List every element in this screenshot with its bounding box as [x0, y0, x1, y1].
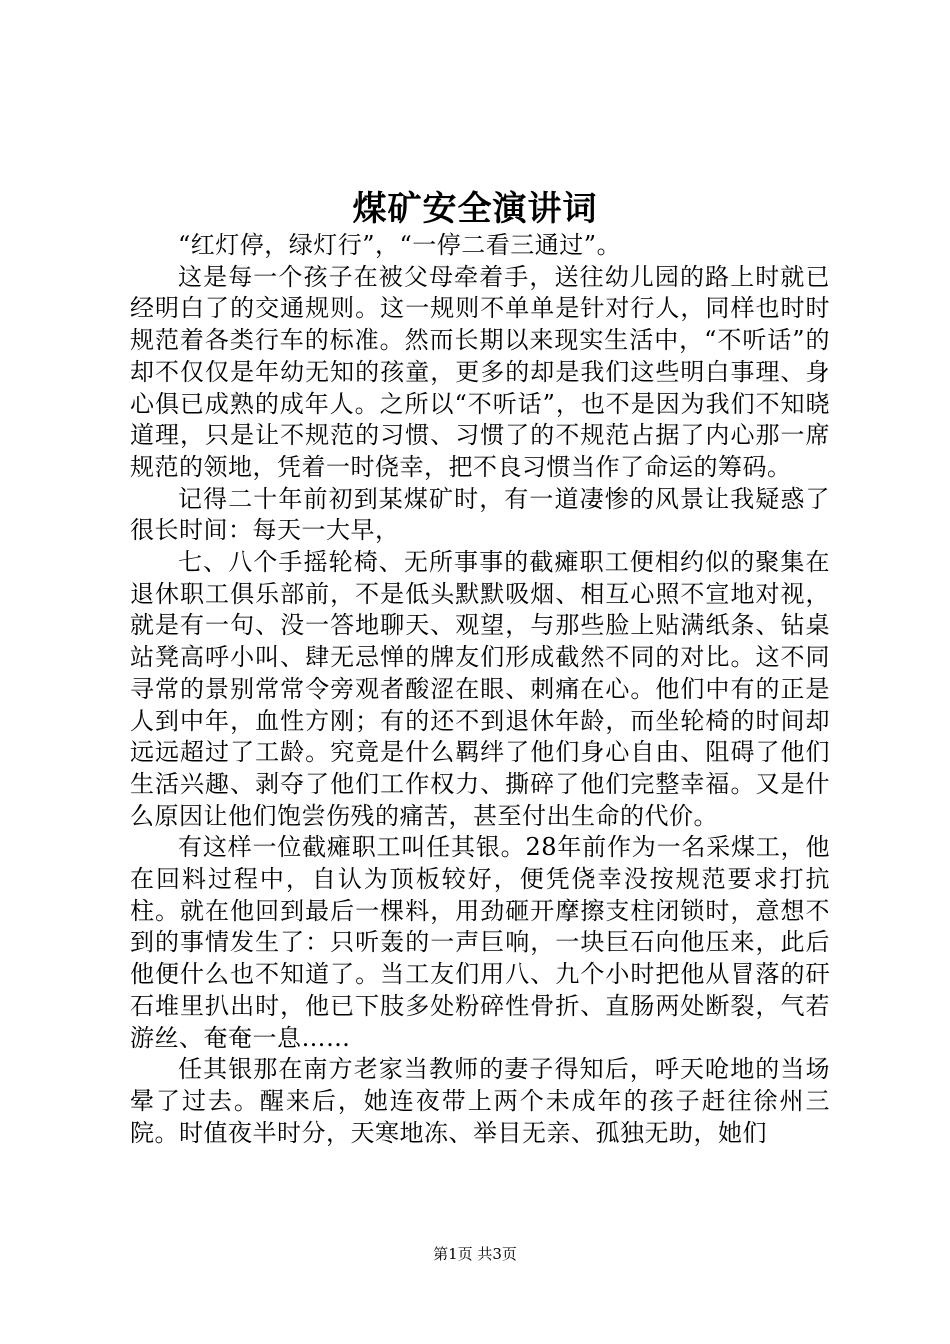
- paragraph-3: 记得二十年前初到某煤矿时，有一道凄惨的风景让我疑惑了很长时间：每天一大早，: [130, 484, 830, 545]
- paragraph-1: “红灯停，绿灯行”，“一停二看三通过”。: [178, 231, 622, 259]
- page-footer: 第1页 共3页: [433, 1245, 517, 1263]
- document-body: [130, 230, 830, 1149]
- paragraph-5: 有这样一位截瘫职工叫任其银。28年前作为一名采煤工，他在回料过程中，自认为顶板较好，便凭侥幸没按规范要求打抗柱。就在他回到最后一棵料，用劲砸开摩擦支柱闭锁时，意想不到的事情发生了：只听轰的一声巨响，一块巨石向他压来，此后他便什么也不知道了。当工友们用八、九个小时把他从冒落的矸石堆里扒出时，他已下肢多处粉碎性骨折、直肠两处断裂，气若游丝、奄奄一息……: [130, 833, 830, 1052]
- paragraph-4: 七、八个手摇轮椅、无所事事的截瘫职工便相约似的聚集在退休职工俱乐部前，不是低头默默吸烟、相互心照不宣地对视，就是有一句、没一答地聊天、观望，与那些脸上贴满纸条、钻桌站凳高呼小叫、肆无忌惮的牌友们形成截然不同的对比。这不同寻常的景别常常令旁观者酸涩在眼、刺痛在心。他们中有的正是人到中年，血性方刚；有的还不到退休年龄，而坐轮椅的时间却远远超过了工龄。究竟是什么羁绊了他们身心自由、阻碍了他们生活兴趣、剥夺了他们工作权力、撕碎了他们完整幸福。又是什么原因让他们饱尝伤残的痛苦，甚至付出生命的代价。: [130, 548, 830, 830]
- document-title: 煤矿安全演讲词: [352, 189, 598, 229]
- paragraph-2: 这是每一个孩子在被父母牵着手，送往幼儿园的路上时就已经明白了的交通规则。这一规则不单单是针对行人，同样也时时规范着各类行车的标准。然而长期以来现实生活中，“不听话”的却不仅仅是年幼无知的孩童，更多的却是我们这些明白事理、身心俱已成熟的成年人。之所以“不听话”，也不是因为我们不知晓道理，只是让不规范的习惯、习惯了的不规范占据了内心那一席规范的领地，凭着一时侥幸，把不良习惯当作了命运的筹码。: [130, 262, 830, 481]
- paragraph-6: 任其银那在南方老家当教师的妻子得知后，呼天呛地的当场晕了过去。醒来后，她连夜带上两个未成年的孩子赶往徐州三院。时值夜半时分，天寒地冻、举目无亲、孤独无助，她们: [130, 1055, 830, 1147]
